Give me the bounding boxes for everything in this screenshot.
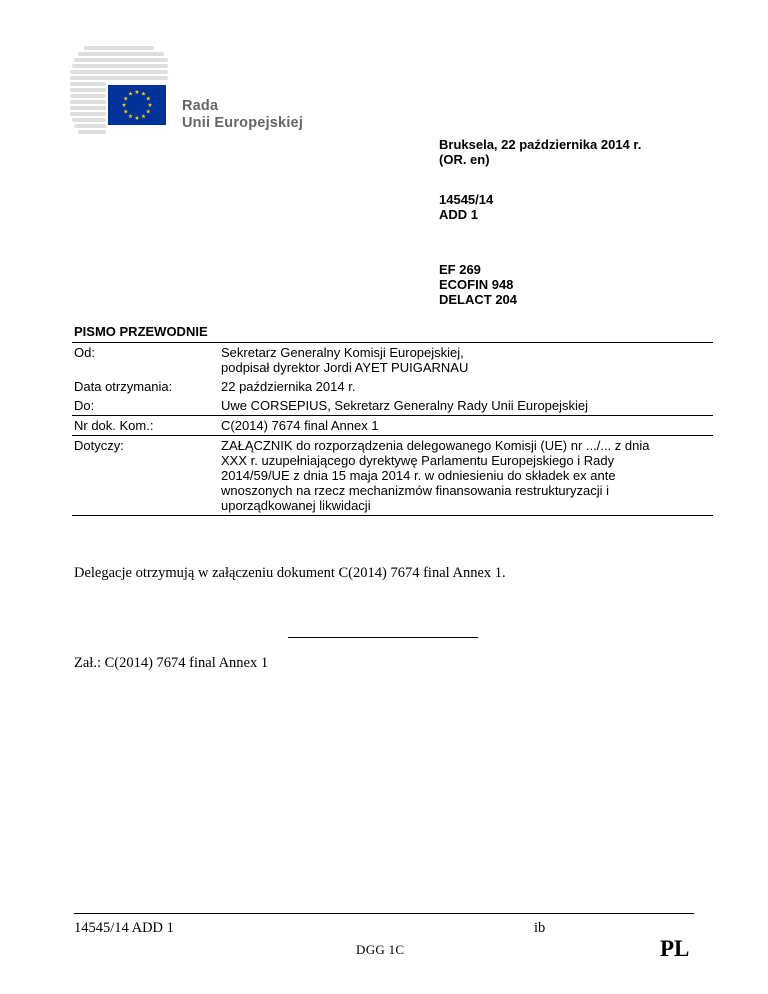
document-number: 14545/14	[439, 192, 494, 207]
value-date: 22 października 2014 r.	[221, 379, 356, 394]
table-row-to	[72, 396, 713, 416]
org-line-2: Unii Europejskiej	[182, 115, 304, 131]
table-row-from	[72, 343, 713, 378]
table-row-date	[72, 377, 713, 396]
document-number-block	[439, 192, 493, 222]
label-to: Do:	[72, 396, 219, 416]
cover-note-title: PISMO PRZEWODNIE	[74, 324, 208, 339]
value-subject: ZAŁĄCZNIK do rozporządzenia delegowanego Komisji (UE) nr .../... z dnia XXX r. uzupełniającego dyrektywę Parlamentu Europejskiego i Rady 2014/59/UE z dnia 15 maja 2014 r. w odniesieniu do składek ex ante wnoszonych na rzecz mechanizmów finansowania restrukturyzacji i uporządkowanej likwidacji	[219, 436, 713, 516]
value-to: Uwe CORSEPIUS, Sekretarz Generalny Rady Unii Europejskiej	[219, 396, 713, 416]
footer-initials: ib	[534, 920, 546, 936]
eu-flag-icon	[108, 85, 166, 125]
original-language: (OR. en)	[439, 152, 490, 167]
footer-department: DGG 1C	[356, 942, 405, 957]
body-paragraph: Delegacje otrzymują w załączeniu dokument C(2014) 7674 final Annex 1.	[74, 565, 506, 581]
place-date-block	[439, 137, 641, 167]
organization-name	[182, 98, 303, 132]
enclosure-note: Zał.: C(2014) 7674 final Annex 1	[74, 655, 269, 671]
code-ef: EF 269	[439, 262, 481, 277]
code-ecofin: ECOFIN 948	[439, 277, 514, 292]
label-commission-doc: Nr dok. Kom.:	[72, 416, 219, 436]
addendum: ADD 1	[439, 207, 479, 222]
code-delact: DELACT 204	[439, 292, 518, 307]
org-line-1: Rada	[182, 98, 219, 114]
value-from: Sekretarz Generalny Komisji Europejskiej, podpisał dyrektor Jordi AYET PUIGARNAU	[219, 343, 713, 378]
label-subject: Dotyczy:	[72, 436, 219, 516]
footer-divider	[74, 913, 694, 914]
codes-block	[439, 262, 517, 307]
footer-language-code: PL	[660, 936, 690, 961]
table-row-subject	[72, 436, 713, 516]
place-date: Bruksela, 22 października 2014 r.	[439, 137, 642, 152]
value-commission-doc: C(2014) 7674 final Annex 1	[219, 416, 713, 436]
label-from: Od:	[72, 343, 219, 378]
table-row-commission-doc	[72, 416, 713, 436]
footer-document-reference: 14545/14 ADD 1	[74, 920, 174, 936]
cover-note-table	[72, 342, 713, 516]
label-date: Data otrzymania:	[74, 379, 173, 394]
separator-line	[288, 637, 478, 638]
